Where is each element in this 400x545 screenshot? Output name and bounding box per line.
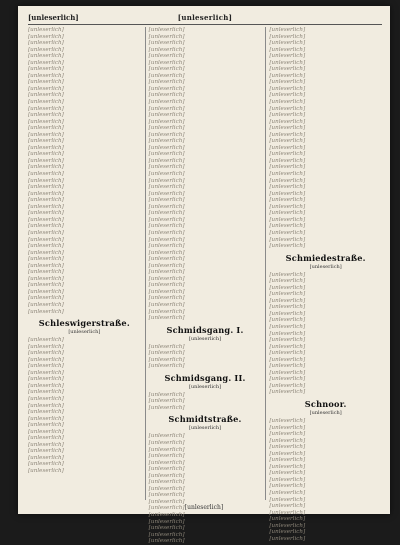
directory-entry: [unleserlich] [269, 376, 306, 383]
directory-entry: [unleserlich] [28, 190, 64, 197]
directory-entry: [unleserlich] [269, 112, 306, 119]
directory-entry: [unleserlich] [269, 27, 306, 33]
directory-entry: [unleserlich] [148, 343, 185, 350]
directory-entry: [unleserlich] [148, 512, 185, 518]
directory-entry: [unleserlich] [269, 535, 306, 542]
directory-entry: [unleserlich] [269, 522, 306, 529]
directory-entry: [unleserlich] [148, 53, 185, 60]
directory-entry: [unleserlich] [28, 138, 64, 145]
directory-entry: [unleserlich] [148, 105, 185, 112]
directory-entry: [unleserlich] [28, 59, 64, 66]
directory-entry: [unleserlich] [148, 466, 185, 473]
directory-entry: [unleserlich] [148, 190, 185, 197]
directory-entry: [unleserlich] [269, 310, 306, 317]
directory-entry: [unleserlich] [269, 496, 306, 503]
street-note: [unleserlich] [309, 263, 342, 270]
directory-entry: [unleserlich] [269, 33, 306, 40]
directory-entry: [unleserlich] [269, 424, 306, 431]
directory-entry: [unleserlich] [148, 131, 185, 138]
directory-entry: [unleserlich] [148, 184, 185, 191]
directory-entry: [unleserlich] [269, 369, 306, 376]
directory-entry: [unleserlich] [148, 308, 185, 315]
column-3 [265, 27, 382, 542]
street-note: [unleserlich] [309, 409, 342, 416]
directory-entry: [unleserlich] [269, 66, 306, 73]
directory-entry: [unleserlich] [269, 291, 306, 298]
directory-entry: [unleserlich] [28, 262, 64, 269]
directory-entry: [unleserlich] [269, 323, 306, 330]
directory-entry: [unleserlich] [269, 229, 306, 236]
directory-entry: [unleserlich] [148, 485, 185, 492]
directory-entry: [unleserlich] [148, 262, 185, 269]
directory-entry: [unleserlich] [28, 369, 64, 376]
directory-entry: [unleserlich] [28, 468, 64, 474]
directory-entry: [unleserlich] [28, 275, 64, 282]
directory-entry: [unleserlich] [28, 428, 64, 435]
directory-entry: [unleserlich] [148, 157, 185, 164]
directory-entry: [unleserlich] [269, 92, 306, 99]
directory-entry: [unleserlich] [148, 66, 185, 73]
directory-entry: [unleserlich] [28, 337, 64, 344]
directory-entry: [unleserlich] [28, 236, 64, 243]
directory-entry: [unleserlich] [269, 118, 306, 125]
directory-entry: [unleserlich] [269, 138, 306, 145]
directory-entry: [unleserlich] [269, 483, 306, 490]
directory-entry: [unleserlich] [28, 164, 64, 171]
directory-entry: [unleserlich] [148, 275, 185, 282]
directory-entry: [unleserlich] [269, 271, 306, 278]
directory-entry: [unleserlich] [28, 216, 64, 223]
directory-entry: [unleserlich] [269, 59, 306, 66]
directory-entry: [unleserlich] [148, 210, 185, 217]
directory-entry: [unleserlich] [269, 210, 306, 217]
directory-entry: [unleserlich] [148, 203, 185, 210]
directory-entry: [unleserlich] [148, 363, 185, 370]
directory-entry: [unleserlich] [148, 269, 185, 276]
street-heading: Schnoor. [304, 398, 347, 409]
directory-entry: [unleserlich] [148, 498, 185, 505]
directory-entry: [unleserlich] [28, 402, 64, 409]
street-note: [unleserlich] [188, 335, 222, 342]
directory-entry: [unleserlich] [148, 118, 185, 125]
directory-entry: [unleserlich] [148, 197, 185, 204]
directory-entry: [unleserlich] [269, 216, 306, 223]
directory-entry: [unleserlich] [28, 454, 64, 461]
directory-entry: [unleserlich] [148, 164, 185, 171]
directory-entry: [unleserlich] [28, 295, 64, 302]
directory-entry: [unleserlich] [28, 105, 64, 112]
directory-entry: [unleserlich] [269, 431, 306, 438]
directory-entry: [unleserlich] [28, 448, 64, 455]
directory-entry: [unleserlich] [269, 297, 306, 304]
directory-entry: [unleserlich] [28, 157, 64, 164]
directory-entry: [unleserlich] [269, 203, 306, 210]
directory-entry: [unleserlich] [269, 223, 306, 230]
street-note: [unleserlich] [188, 425, 222, 432]
directory-entry: [unleserlich] [148, 350, 185, 357]
directory-entry: [unleserlich] [28, 197, 64, 204]
directory-entry: [unleserlich] [148, 446, 185, 453]
directory-entry: [unleserlich] [148, 301, 185, 308]
directory-entry: [unleserlich] [148, 282, 185, 289]
directory-entry: [unleserlich] [148, 236, 185, 243]
street-heading: Schmidtstraße. [168, 414, 242, 425]
directory-entry: [unleserlich] [148, 92, 185, 99]
columns [28, 27, 382, 545]
directory-entry: [unleserlich] [148, 79, 185, 86]
directory-entry: [unleserlich] [269, 343, 306, 350]
directory-entry: [unleserlich] [28, 363, 64, 370]
directory-entry: [unleserlich] [148, 229, 185, 236]
directory-entry: [unleserlich] [28, 118, 64, 125]
directory-entry: [unleserlich] [269, 278, 306, 285]
directory-entry: [unleserlich] [148, 177, 185, 184]
directory-entry: [unleserlich] [148, 59, 185, 66]
directory-entry: [unleserlich] [28, 409, 64, 416]
directory-entry: [unleserlich] [148, 112, 185, 119]
street-note: [unleserlich] [188, 383, 222, 390]
directory-entry: [unleserlich] [148, 223, 185, 230]
directory-entry: [unleserlich] [148, 33, 185, 40]
directory-entry: [unleserlich] [28, 151, 64, 158]
directory-entry: [unleserlich] [28, 389, 64, 396]
directory-entry: [unleserlich] [148, 433, 185, 440]
directory-entry: [unleserlich] [269, 337, 306, 344]
directory-entry: [unleserlich] [148, 356, 185, 363]
directory-entry: [unleserlich] [148, 144, 185, 151]
directory-entry: [unleserlich] [148, 72, 185, 79]
street-heading: Schmidsgang. I. [166, 324, 244, 335]
directory-entry: [unleserlich] [269, 417, 306, 424]
directory-page [18, 6, 390, 545]
page-footer: [unleserlich] [184, 504, 224, 511]
directory-entry: [unleserlich] [148, 531, 185, 538]
directory-entry: [unleserlich] [28, 223, 64, 230]
directory-entry: [unleserlich] [269, 450, 306, 457]
directory-entry: [unleserlich] [28, 269, 64, 276]
directory-entry: [unleserlich] [28, 461, 64, 468]
directory-entry: [unleserlich] [28, 308, 64, 315]
directory-entry: [unleserlich] [269, 197, 306, 204]
directory-entry: [unleserlich] [148, 315, 185, 322]
directory-entry: [unleserlich] [28, 210, 64, 217]
directory-entry: [unleserlich] [28, 422, 64, 429]
directory-entry: [unleserlich] [269, 516, 306, 523]
directory-entry: [unleserlich] [269, 164, 306, 171]
directory-entry: [unleserlich] [28, 131, 64, 138]
directory-entry: [unleserlich] [148, 256, 185, 263]
directory-entry: [unleserlich] [269, 284, 306, 291]
directory-entry: [unleserlich] [148, 288, 185, 295]
directory-entry: [unleserlich] [269, 46, 306, 53]
directory-entry: [unleserlich] [28, 144, 64, 151]
directory-entry: [unleserlich] [148, 171, 185, 178]
directory-entry: [unleserlich] [28, 85, 64, 92]
directory-entry: [unleserlich] [148, 99, 185, 106]
directory-entry: [unleserlich] [148, 518, 185, 525]
directory-entry: [unleserlich] [148, 453, 185, 460]
directory-entry: [unleserlich] [269, 363, 306, 370]
directory-entry: [unleserlich] [269, 463, 306, 470]
directory-entry: [unleserlich] [269, 350, 306, 357]
directory-entry: [unleserlich] [269, 105, 306, 112]
directory-entry: [unleserlich] [269, 470, 306, 477]
directory-entry: [unleserlich] [28, 229, 64, 236]
directory-entry: [unleserlich] [28, 184, 64, 191]
directory-entry: [unleserlich] [269, 79, 306, 86]
directory-entry: [unleserlich] [28, 356, 64, 363]
directory-entry: [unleserlich] [28, 125, 64, 132]
directory-entry: [unleserlich] [269, 236, 306, 243]
directory-entry: [unleserlich] [148, 439, 185, 446]
directory-entry: [unleserlich] [28, 171, 64, 178]
street-heading: Schmiedestraße. [285, 252, 366, 263]
directory-entry: [unleserlich] [28, 53, 64, 60]
directory-entry: [unleserlich] [269, 151, 306, 158]
directory-entry: [unleserlich] [269, 40, 306, 47]
directory-entry: [unleserlich] [28, 72, 64, 79]
directory-entry: [unleserlich] [148, 391, 185, 398]
directory-entry: [unleserlich] [28, 79, 64, 86]
directory-entry: [unleserlich] [148, 492, 185, 499]
directory-entry: [unleserlich] [28, 99, 64, 106]
directory-entry: [unleserlich] [28, 395, 64, 402]
directory-entry: [unleserlich] [269, 444, 306, 451]
directory-entry: [unleserlich] [269, 503, 306, 510]
directory-entry: [unleserlich] [269, 243, 306, 250]
directory-entry: [unleserlich] [148, 138, 185, 145]
directory-entry: [unleserlich] [28, 256, 64, 263]
directory-entry: [unleserlich] [269, 457, 306, 464]
directory-entry: [unleserlich] [269, 356, 306, 363]
directory-entry: [unleserlich] [28, 435, 64, 442]
directory-entry: [unleserlich] [269, 437, 306, 444]
directory-entry: [unleserlich] [269, 157, 306, 164]
directory-entry: [unleserlich] [269, 125, 306, 132]
directory-entry: [unleserlich] [269, 177, 306, 184]
directory-entry: [unleserlich] [148, 151, 185, 158]
directory-entry: [unleserlich] [148, 538, 185, 545]
directory-entry: [unleserlich] [28, 66, 64, 73]
directory-entry: [unleserlich] [28, 203, 64, 210]
directory-entry: [unleserlich] [28, 33, 64, 40]
directory-entry: [unleserlich] [269, 330, 306, 337]
directory-entry: [unleserlich] [148, 459, 185, 466]
directory-entry: [unleserlich] [28, 112, 64, 119]
directory-entry: [unleserlich] [269, 85, 306, 92]
directory-entry: [unleserlich] [148, 249, 185, 256]
directory-entry: [unleserlich] [148, 472, 185, 479]
directory-entry: [unleserlich] [269, 171, 306, 178]
directory-entry: [unleserlich] [28, 441, 64, 448]
column-2 [145, 27, 262, 545]
directory-entry: [unleserlich] [28, 46, 64, 53]
directory-entry: [unleserlich] [28, 40, 64, 47]
directory-entry: [unleserlich] [28, 27, 64, 33]
directory-entry: [unleserlich] [269, 490, 306, 496]
directory-entry: [unleserlich] [269, 144, 306, 151]
directory-entry: [unleserlich] [28, 282, 64, 289]
directory-entry: [unleserlich] [28, 92, 64, 99]
directory-entry: [unleserlich] [28, 301, 64, 308]
street-note: [unleserlich] [68, 329, 101, 336]
directory-entry: [unleserlich] [148, 295, 185, 302]
street-heading: Schmidsgang. II. [164, 372, 246, 383]
directory-entry: [unleserlich] [148, 216, 185, 223]
directory-entry: [unleserlich] [269, 99, 306, 106]
directory-entry: [unleserlich] [28, 376, 64, 383]
directory-entry: [unleserlich] [28, 249, 64, 256]
directory-entry: [unleserlich] [148, 479, 185, 486]
directory-entry: [unleserlich] [269, 317, 306, 324]
directory-entry: [unleserlich] [148, 525, 185, 532]
directory-entry: [unleserlich] [148, 505, 185, 512]
directory-entry: [unleserlich] [28, 415, 64, 422]
page-number-left: [unleserlich] [28, 12, 79, 22]
directory-entry: [unleserlich] [148, 40, 185, 47]
directory-entry: [unleserlich] [148, 404, 185, 411]
directory-entry: [unleserlich] [28, 382, 64, 389]
directory-entry: [unleserlich] [148, 85, 185, 92]
directory-entry: [unleserlich] [148, 46, 185, 53]
directory-entry: [unleserlich] [28, 177, 64, 184]
directory-entry: [unleserlich] [28, 350, 64, 357]
directory-entry: [unleserlich] [269, 389, 306, 396]
directory-entry: [unleserlich] [269, 476, 306, 483]
directory-entry: [unleserlich] [269, 190, 306, 197]
directory-entry: [unleserlich] [269, 131, 306, 138]
directory-entry: [unleserlich] [28, 243, 64, 250]
directory-entry: [unleserlich] [148, 125, 185, 132]
directory-entry: [unleserlich] [269, 509, 306, 516]
directory-entry: [unleserlich] [148, 27, 185, 33]
header-rule [28, 24, 382, 25]
directory-entry: [unleserlich] [269, 304, 306, 311]
directory-entry: [unleserlich] [269, 184, 306, 191]
directory-entry: [unleserlich] [269, 53, 306, 60]
directory-entry: [unleserlich] [148, 398, 185, 405]
directory-entry: [unleserlich] [28, 288, 64, 295]
directory-entry: [unleserlich] [148, 243, 185, 250]
directory-entry: [unleserlich] [269, 382, 306, 389]
running-title: [unleserlich] [177, 12, 233, 22]
directory-entry: [unleserlich] [28, 343, 64, 350]
directory-entry: [unleserlich] [269, 72, 306, 79]
column-1 [28, 27, 141, 500]
street-heading: Schleswigerstraße. [38, 318, 130, 329]
directory-entry: [unleserlich] [269, 529, 306, 536]
page-header [28, 10, 382, 24]
